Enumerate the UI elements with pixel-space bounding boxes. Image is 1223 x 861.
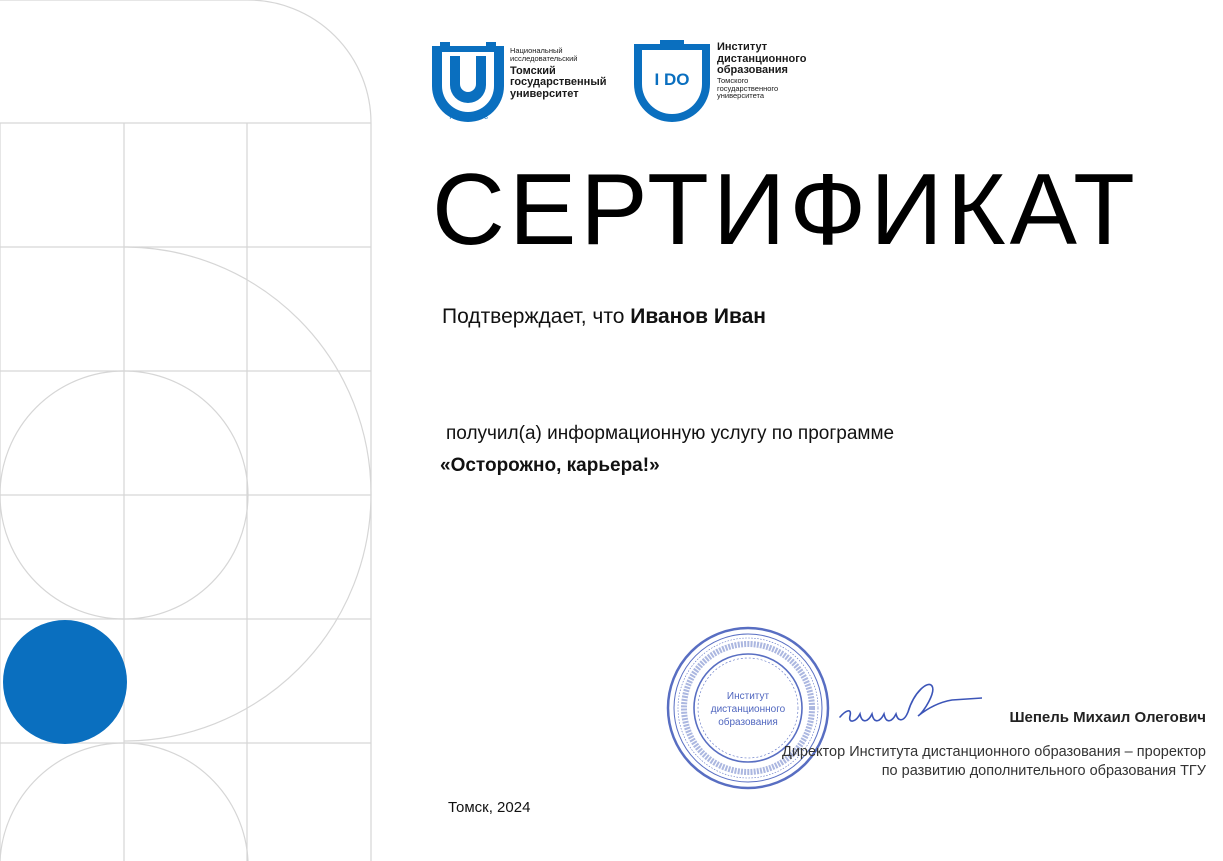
received-text: получил(а) информационную услугу по программе bbox=[446, 423, 895, 444]
stamp-line2: дистанционного bbox=[710, 704, 786, 715]
ido-logo-text bbox=[717, 42, 806, 100]
certificate-title: СЕРТИФИКАТ bbox=[432, 154, 1139, 266]
decorative-grid-pattern bbox=[0, 0, 380, 861]
handwritten-signature bbox=[832, 672, 982, 742]
stamp-line1: Институт bbox=[726, 691, 770, 702]
program-name: «Осторожно, карьера!» bbox=[440, 455, 660, 476]
ido-line2: дистанционного bbox=[717, 52, 807, 65]
ido-line4: Томского bbox=[717, 75, 749, 85]
ido-logo bbox=[632, 40, 832, 122]
confirm-prefix: Подтверждает, что bbox=[442, 305, 631, 328]
ido-line6: университета bbox=[717, 91, 765, 101]
tsu-logo bbox=[428, 40, 628, 122]
tsu-line2: исследовательский bbox=[510, 53, 578, 63]
confirmation-line bbox=[442, 305, 766, 329]
signer-position-line2: по развитию дополнительного образования ТГУ bbox=[881, 762, 1206, 779]
signer-position-line1: Директор Института дистанционного образования – проректор bbox=[782, 744, 1206, 760]
ido-line5: государственного bbox=[717, 83, 779, 93]
recipient-name: Иванов Иван bbox=[630, 305, 766, 328]
tsu-line1: Национальный bbox=[510, 46, 563, 55]
tsu-line3: Томский bbox=[510, 64, 556, 77]
tsu-emblem-caption: TOMSK·1878 bbox=[448, 114, 488, 121]
tsu-line4: государственный bbox=[510, 76, 607, 89]
stamp-line3: образования bbox=[718, 717, 778, 728]
tsu-logo-text bbox=[510, 47, 606, 100]
tsu-emblem-icon bbox=[428, 40, 508, 122]
ido-emblem-icon bbox=[632, 40, 712, 122]
blue-accent-circle bbox=[3, 620, 127, 744]
ido-line3: образования bbox=[717, 64, 788, 77]
signer-name: Шепель Михаил Олегович bbox=[1009, 709, 1206, 726]
tsu-line5: университет bbox=[510, 87, 579, 100]
signer-position bbox=[782, 743, 1206, 780]
city-year: Томск, 2024 bbox=[448, 799, 531, 816]
ido-emblem-text: I DO bbox=[654, 70, 690, 89]
ido-line1: Институт bbox=[717, 41, 768, 53]
